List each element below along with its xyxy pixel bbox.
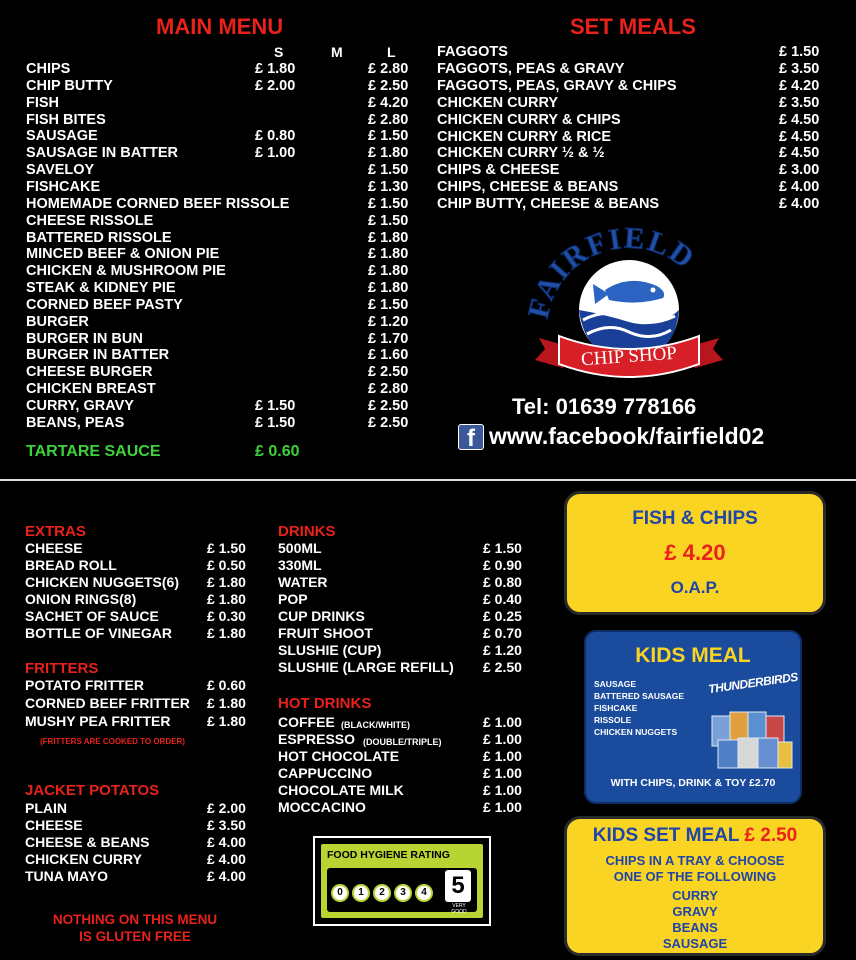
item-name: FAGGOTS, PEAS, GRAVY & CHIPS bbox=[437, 77, 677, 94]
logo-banner-text: CHIP SHOP bbox=[580, 342, 678, 371]
price-large: £ 1.80 bbox=[368, 145, 409, 162]
item-name: MOCCACINO bbox=[278, 799, 366, 815]
fish-chips-oap-box bbox=[564, 491, 826, 615]
extras-title: EXTRAS bbox=[25, 523, 86, 540]
item-price: £ 0.40 bbox=[483, 591, 522, 607]
item-price: £ 0.70 bbox=[483, 625, 522, 641]
item-name: CORNED BEEF PASTY bbox=[26, 296, 183, 313]
fish-chips-label: O.A.P. bbox=[670, 578, 720, 597]
toy-boxes-icon bbox=[710, 702, 794, 770]
item-name: CHIP BUTTY bbox=[26, 77, 113, 94]
item-name: CHIPS, CHEESE & BEANS bbox=[437, 179, 619, 196]
gluten-line-1: NOTHING ON THIS MENU bbox=[52, 912, 218, 927]
hygiene-scale-circle: 3 bbox=[394, 884, 412, 902]
item-price: £ 4.00 bbox=[207, 834, 246, 850]
item-name: CHEESE bbox=[25, 817, 83, 833]
kids-set-meal-box bbox=[564, 816, 826, 956]
item-name: SLUSHIE (LARGE REFILL) bbox=[278, 659, 454, 675]
item-price: £ 4.20 bbox=[779, 77, 820, 94]
item-name: CHOCOLATE MILK bbox=[278, 782, 404, 798]
item-name: CHICKEN CURRY ½ & ½ bbox=[437, 145, 605, 162]
kids-set-title: KIDS SET MEAL bbox=[592, 825, 740, 846]
logo-arc-text: FAIRFIELD bbox=[525, 221, 702, 322]
price-large: £ 2.50 bbox=[368, 364, 409, 381]
fritters-note: (FRITTERS ARE COOKED TO ORDER) bbox=[40, 737, 185, 746]
item-price: £ 4.50 bbox=[779, 111, 820, 128]
item-name: BREAD ROLL bbox=[25, 557, 117, 573]
item-price: £ 1.50 bbox=[483, 540, 522, 556]
item-name: BURGER IN BUN bbox=[26, 330, 143, 347]
item-name: CAPPUCCINO bbox=[278, 765, 373, 781]
kids-meal-footer: WITH CHIPS, DRINK & TOY £2.70 bbox=[610, 777, 776, 789]
size-header-l: L bbox=[387, 44, 396, 60]
price-large: £ 1.50 bbox=[368, 195, 409, 212]
item-name: CURRY, GRAVY bbox=[26, 398, 134, 414]
kids-set-option: BEANS bbox=[672, 920, 718, 935]
kids-meal-item: BATTERED SAUSAGE bbox=[594, 691, 685, 701]
item-name: FRUIT SHOOT bbox=[278, 625, 373, 641]
item-price: £ 0.30 bbox=[207, 608, 246, 624]
item-name: FISHCAKE bbox=[26, 178, 101, 195]
kids-set-line-2: ONE OF THE FOLLOWING bbox=[613, 869, 777, 884]
item-price: £ 0.90 bbox=[483, 557, 522, 573]
price-large: £ 2.50 bbox=[368, 398, 409, 414]
item-price: £ 0.25 bbox=[483, 608, 522, 624]
item-name: CHIP BUTTY, CHEESE & BEANS bbox=[437, 196, 660, 213]
fish-chips-title: FISH & CHIPS bbox=[632, 508, 758, 529]
price-large: £ 1.70 bbox=[368, 330, 409, 347]
item-name: MINCED BEEF & ONION PIE bbox=[26, 246, 220, 263]
item-name: 500ML bbox=[278, 540, 322, 556]
drinks-title: DRINKS bbox=[278, 523, 336, 540]
item-name: STEAK & KIDNEY PIE bbox=[26, 280, 176, 297]
price-large: £ 2.50 bbox=[368, 77, 409, 94]
item-price: £ 2.00 bbox=[207, 800, 246, 816]
kids-meal-item: SAUSAGE bbox=[594, 679, 637, 689]
item-name: CHEESE bbox=[25, 540, 83, 556]
item-price: £ 3.50 bbox=[207, 817, 246, 833]
tartare-price: £ 0.60 bbox=[255, 443, 300, 460]
hygiene-rating-value: 5 bbox=[445, 870, 471, 902]
item-price: £ 1.20 bbox=[483, 642, 522, 658]
fritters-title: FRITTERS bbox=[25, 660, 99, 677]
hygiene-scale-circle: 4 bbox=[415, 884, 433, 902]
item-price: £ 1.50 bbox=[207, 540, 246, 556]
item-name: CHEESE & BEANS bbox=[25, 834, 150, 850]
hygiene-scale-circle: 1 bbox=[352, 884, 370, 902]
jacket-title: JACKET POTATOS bbox=[25, 782, 160, 799]
size-header-m: M bbox=[331, 44, 343, 60]
hygiene-scale-circle: 2 bbox=[373, 884, 391, 902]
kids-set-options bbox=[567, 888, 823, 952]
item-name: BEANS, PEAS bbox=[26, 414, 125, 431]
item-name: HOMEMADE CORNED BEEF RISSOLE bbox=[26, 195, 290, 212]
item-name: CHIPS & CHEESE bbox=[437, 162, 560, 179]
item-name: SAVELOY bbox=[26, 162, 95, 179]
fish-logo-icon bbox=[525, 218, 725, 398]
item-price: £ 1.00 bbox=[483, 731, 522, 747]
kids-set-option: GRAVY bbox=[672, 904, 718, 919]
item-name: BATTERED RISSOLE bbox=[26, 229, 172, 246]
kids-meal-title: KIDS MEAL bbox=[635, 644, 751, 667]
item-name: FAGGOTS, PEAS & GRAVY bbox=[437, 60, 625, 77]
set-meals-title: SET MEALS bbox=[570, 14, 696, 39]
price-small: £ 1.50 bbox=[255, 414, 296, 431]
item-name: POP bbox=[278, 591, 308, 607]
price-small: £ 1.50 bbox=[255, 398, 296, 414]
item-name: FAGGOTS bbox=[437, 44, 508, 60]
item-price: £ 3.00 bbox=[779, 162, 820, 179]
item-name: CHEESE BURGER bbox=[26, 364, 153, 381]
price-large: £ 1.50 bbox=[368, 296, 409, 313]
item-price: £ 0.80 bbox=[483, 574, 522, 590]
price-large: £ 2.80 bbox=[368, 61, 409, 77]
item-price: £ 1.50 bbox=[779, 44, 820, 60]
price-small: £ 2.00 bbox=[255, 77, 296, 94]
price-small: £ 0.80 bbox=[255, 128, 296, 145]
facebook-icon bbox=[458, 424, 484, 450]
item-name: ESPRESSO bbox=[278, 731, 356, 747]
phone-number: Tel: 01639 778166 bbox=[512, 394, 697, 419]
item-price: £ 4.00 bbox=[207, 851, 246, 867]
kids-meal-item: RISSOLE bbox=[594, 715, 632, 725]
price-large: £ 1.60 bbox=[368, 347, 409, 364]
kids-meal-box bbox=[584, 630, 802, 804]
price-large: £ 1.50 bbox=[368, 162, 409, 179]
item-price: £ 1.80 bbox=[207, 574, 246, 590]
item-price: £ 4.50 bbox=[779, 128, 820, 145]
kids-set-line-1: CHIPS IN A TRAY & CHOOSE bbox=[605, 853, 785, 868]
price-large: £ 1.80 bbox=[368, 246, 409, 263]
item-price: £ 1.80 bbox=[207, 713, 246, 729]
item-name: SLUSHIE (CUP) bbox=[278, 642, 382, 658]
item-name: CHICKEN NUGGETS(6) bbox=[25, 574, 180, 590]
item-name: CHICKEN CURRY bbox=[437, 94, 559, 111]
item-price: £ 1.00 bbox=[483, 799, 522, 815]
kids-set-heading bbox=[567, 825, 823, 847]
gluten-notice bbox=[30, 911, 240, 945]
hygiene-title: FOOD HYGIENE RATING bbox=[327, 849, 450, 861]
item-price: £ 1.80 bbox=[207, 591, 246, 607]
price-large: £ 1.50 bbox=[368, 212, 409, 229]
item-name: BOTTLE OF VINEGAR bbox=[25, 625, 172, 641]
price-large: £ 1.80 bbox=[368, 229, 409, 246]
item-price: £ 0.50 bbox=[207, 557, 246, 573]
item-name: CHICKEN CURRY bbox=[25, 851, 142, 867]
item-name: BURGER bbox=[26, 313, 89, 330]
kids-set-price: £ 2.50 bbox=[744, 825, 798, 846]
item-name: ONION RINGS(8) bbox=[25, 591, 137, 607]
item-name: POTATO FRITTER bbox=[25, 677, 144, 693]
facebook-url[interactable]: www.facebook/fairfield02 bbox=[489, 423, 765, 449]
hygiene-rating-card bbox=[313, 836, 491, 926]
thunderbirds-logo: THUNDERBIRDS bbox=[707, 669, 799, 697]
item-name: SAUSAGE IN BATTER bbox=[26, 145, 178, 162]
hygiene-rating-label: VERY GOOD bbox=[451, 903, 467, 915]
item-note: (DOUBLE/TRIPLE) bbox=[363, 737, 442, 747]
main-menu-title: MAIN MENU bbox=[156, 14, 284, 39]
kids-meal-item: FISHCAKE bbox=[594, 703, 638, 713]
price-large: £ 1.20 bbox=[368, 313, 409, 330]
item-name: CHICKEN & MUSHROOM PIE bbox=[26, 263, 226, 280]
item-price: £ 4.00 bbox=[207, 868, 246, 884]
item-name: CHEESE RISSOLE bbox=[26, 212, 154, 229]
section-divider bbox=[0, 479, 856, 481]
item-name: HOT CHOCOLATE bbox=[278, 748, 400, 764]
fairfield-logo bbox=[525, 218, 725, 398]
price-small: £ 1.00 bbox=[255, 145, 296, 162]
kids-meal-item: CHICKEN NUGGETS bbox=[594, 727, 678, 737]
item-price: £ 1.00 bbox=[483, 714, 522, 730]
item-name: CHICKEN BREAST bbox=[26, 381, 156, 398]
item-price: £ 3.50 bbox=[779, 60, 820, 77]
price-large: £ 2.80 bbox=[368, 381, 409, 398]
price-large: £ 1.50 bbox=[368, 128, 409, 145]
item-name: PLAIN bbox=[25, 800, 67, 816]
item-price: £ 2.50 bbox=[483, 659, 522, 675]
item-name: BURGER IN BATTER bbox=[26, 347, 170, 364]
price-large: £ 1.80 bbox=[368, 263, 409, 280]
kids-set-option: CURRY bbox=[672, 888, 718, 903]
price-small: £ 1.80 bbox=[255, 61, 296, 77]
price-large: £ 2.50 bbox=[368, 414, 409, 431]
item-name: TUNA MAYO bbox=[25, 868, 108, 884]
price-large: £ 4.20 bbox=[368, 94, 409, 111]
item-price: £ 1.00 bbox=[483, 765, 522, 781]
item-name: 330ML bbox=[278, 557, 322, 573]
item-name: CHICKEN CURRY & RICE bbox=[437, 128, 612, 145]
facebook-glyph: f bbox=[467, 425, 475, 452]
item-price: £ 4.00 bbox=[779, 196, 820, 213]
tartare-name: TARTARE SAUCE bbox=[26, 443, 161, 460]
toy-boxes-image bbox=[710, 702, 794, 770]
item-price: £ 1.80 bbox=[207, 695, 246, 711]
item-price: £ 1.80 bbox=[207, 625, 246, 641]
kids-meal-items bbox=[594, 678, 684, 738]
price-large: £ 1.30 bbox=[368, 178, 409, 195]
item-price: £ 3.50 bbox=[779, 94, 820, 111]
item-price: £ 4.50 bbox=[779, 145, 820, 162]
item-price: £ 1.00 bbox=[483, 748, 522, 764]
item-name: CHIPS bbox=[26, 61, 71, 77]
gluten-line-2: IS GLUTEN FREE bbox=[79, 929, 191, 944]
item-price: £ 4.00 bbox=[779, 179, 820, 196]
item-name: SACHET OF SAUCE bbox=[25, 608, 159, 624]
item-name: CHICKEN CURRY & CHIPS bbox=[437, 111, 621, 128]
price-large: £ 1.80 bbox=[368, 280, 409, 297]
item-price: £ 1.00 bbox=[483, 782, 522, 798]
item-price: £ 0.60 bbox=[207, 677, 246, 693]
hygiene-scale-circle: 0 bbox=[331, 884, 349, 902]
item-name: FISH bbox=[26, 94, 60, 111]
price-large: £ 2.80 bbox=[368, 111, 409, 128]
item-name: CORNED BEEF FRITTER bbox=[25, 695, 190, 711]
kids-set-option: SAUSAGE bbox=[662, 936, 728, 951]
hot-drinks-title: HOT DRINKS bbox=[278, 695, 372, 712]
item-note: (BLACK/WHITE) bbox=[341, 720, 410, 730]
item-name: COFFEE bbox=[278, 714, 335, 730]
item-name: FISH BITES bbox=[26, 111, 106, 128]
item-name: MUSHY PEA FRITTER bbox=[25, 713, 171, 729]
size-header-s: S bbox=[274, 44, 284, 60]
item-name: WATER bbox=[278, 574, 328, 590]
fish-chips-price: £ 4.20 bbox=[664, 540, 726, 565]
item-name: CUP DRINKS bbox=[278, 608, 365, 624]
item-name: SAUSAGE bbox=[26, 128, 98, 145]
